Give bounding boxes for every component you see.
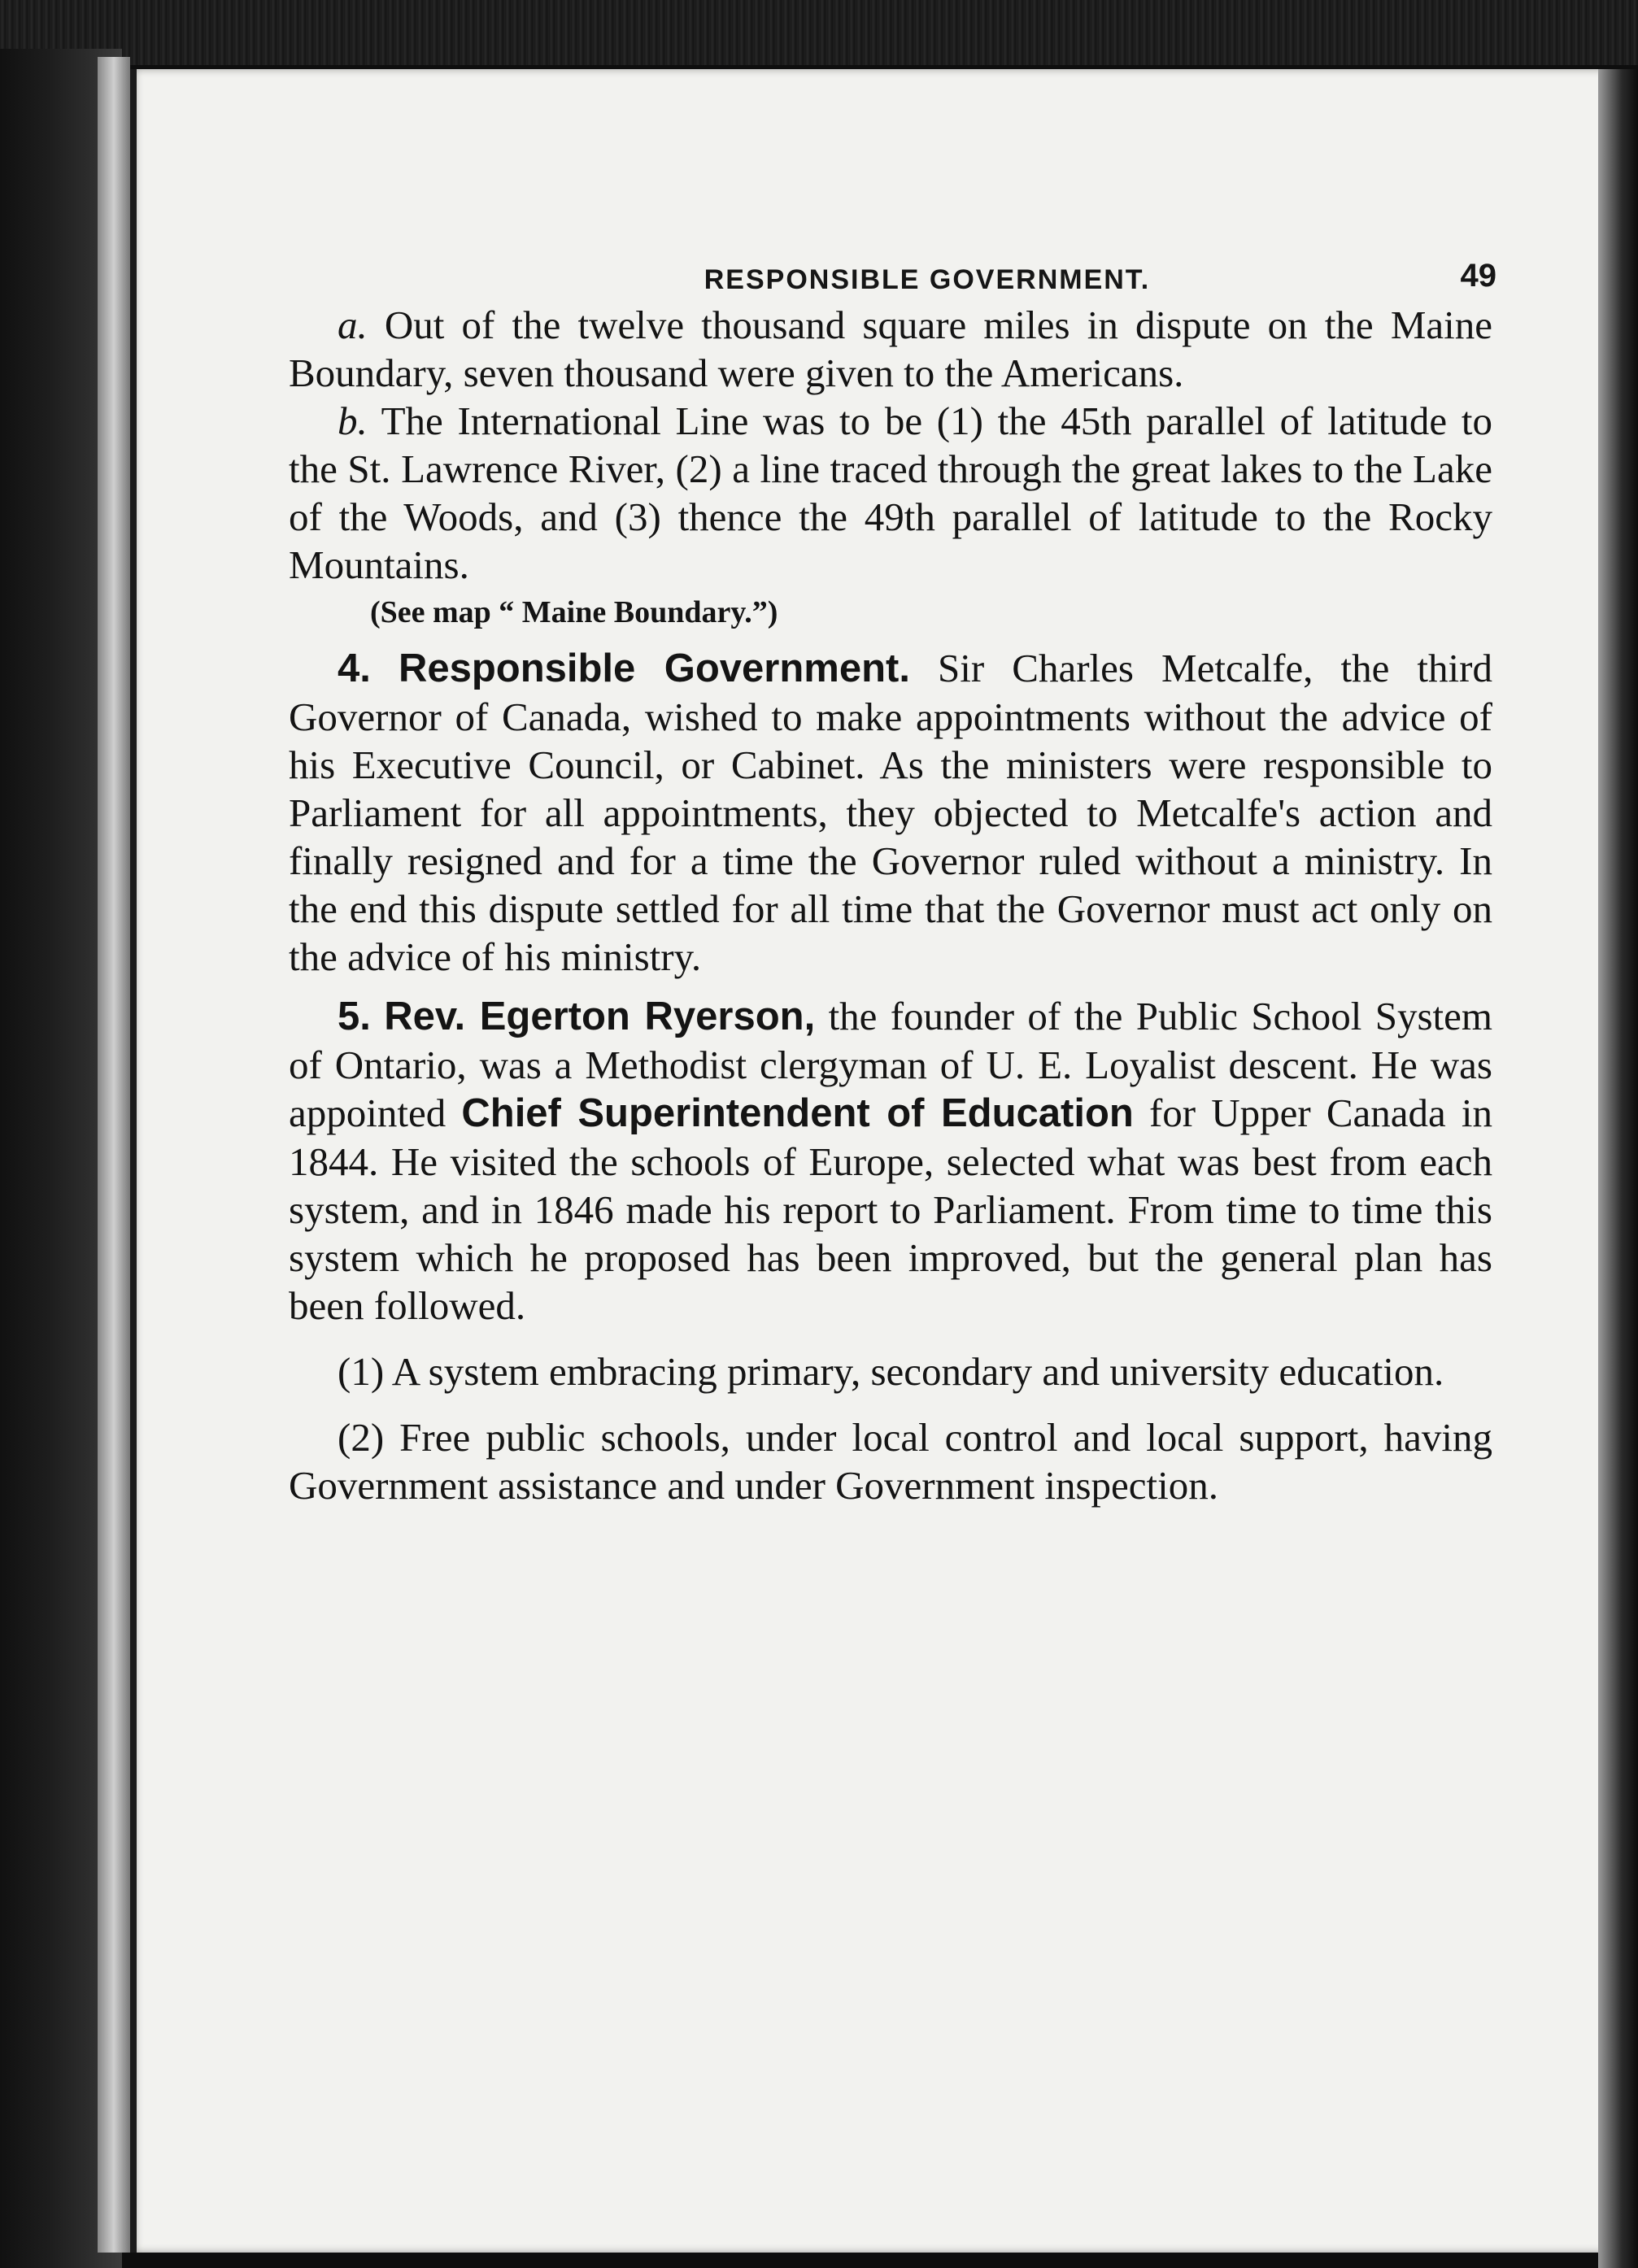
book-page	[130, 69, 1610, 2253]
list-item	[289, 1347, 1492, 1395]
section-4	[289, 644, 1492, 981]
facing-page-edge	[98, 57, 130, 2253]
section-text: the founder of the Public School System of Ontario, was a Methodist clergyman of U. E. Loyalist descent. He was appointed	[289, 994, 1493, 1135]
paragraph-b	[289, 397, 1492, 589]
map-note: (See map “ Maine Boundary.”)	[370, 595, 778, 629]
section-text: Sir Charles Metcalfe, the third Governor of Canada, wished to make appointments without the advice of his Executive Council, or Cabinet. As the ministers were responsible to Parliament for all appointments, they objected to Metcalfe's action and finally resigned and for a time the Governor ruled without a ministry. In the end this dispute settled for all time that the Governor must act only on the advice of his ministry.	[289, 646, 1492, 979]
page-number: 49	[1460, 258, 1496, 294]
paragraph-marker: a.	[338, 303, 368, 347]
paragraph-text: Out of the twelve thousand square miles in dispute on the Maine Boundary, seven thousand were given to the Americans.	[289, 303, 1493, 395]
paragraph-marker: b.	[338, 398, 368, 443]
list-item	[289, 1413, 1492, 1509]
section-5	[289, 992, 1492, 1330]
running-head: RESPONSIBLE GOVERNMENT.	[704, 264, 1151, 295]
list-marker: (1)	[338, 1349, 385, 1394]
office-title: Chief Superintendent of Education	[461, 1091, 1134, 1135]
section-number: 4.	[338, 646, 371, 690]
scan-border-top	[0, 0, 1638, 65]
section-heading: Rev. Egerton Ryerson,	[384, 995, 816, 1038]
list-marker: (2)	[338, 1415, 385, 1460]
list-text: Free public schools, under local control and local support, having Government assistance and under Government inspection.	[289, 1415, 1493, 1508]
paragraph-a	[289, 301, 1492, 397]
section-text: for Upper Canada in 1844. He visited the schools of Europe, selected what was best from each system, and in 1846 made his report to Parliament. From time to time this system which he proposed has been improved, but the general plan has been followed.	[289, 1090, 1492, 1328]
section-number: 5.	[338, 995, 371, 1038]
scan-border-right	[1598, 69, 1638, 2268]
page-body	[289, 69, 1492, 1509]
page-gutter	[130, 69, 137, 2253]
list-text: A system embracing primary, secondary and university education.	[391, 1349, 1444, 1394]
section-heading: Responsible Government.	[398, 646, 910, 690]
paragraph-text: The International Line was to be (1) the 45th parallel of latitude to the St. Lawrence River, (2) a line traced through the great lakes to the Lake of the Woods, and (3) thence the 49th parallel of latitude to the Rocky Mountains.	[289, 398, 1492, 587]
